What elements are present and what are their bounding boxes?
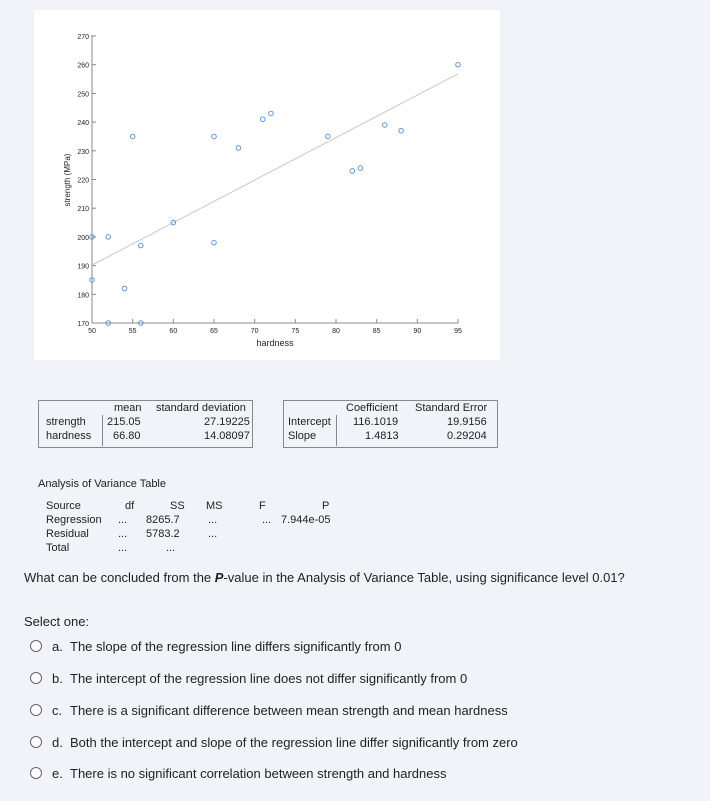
hardness-sd: 14.08097	[204, 430, 250, 442]
x-tick-label: 50	[88, 328, 96, 335]
y-tick-label: 240	[77, 120, 89, 128]
option-d[interactable]	[30, 731, 518, 753]
row-intercept-label: Intercept	[288, 416, 331, 428]
row-strength-label: strength	[46, 416, 86, 428]
summary-table	[38, 400, 253, 448]
select-one-label: Select one:	[24, 614, 90, 629]
strength-mean: 215.05	[107, 416, 141, 428]
y-tick-label: 200	[77, 234, 89, 242]
slope-se: 0.29204	[447, 430, 487, 442]
x-tick-label: 60	[169, 328, 178, 335]
chart-background	[34, 10, 500, 360]
y-tick-label: 270	[77, 34, 89, 41]
option-e-text: There is no significant correlation between strength and hardness	[70, 765, 447, 781]
anova-header-source: Source	[46, 500, 81, 512]
anova-row-residual: Residual	[46, 528, 89, 540]
anova-header-df: df	[125, 500, 135, 512]
header-mean: mean	[114, 402, 142, 414]
anova-header-ms: MS	[206, 500, 223, 512]
x-tick-label: 95	[454, 328, 462, 335]
option-d-letter: d.	[52, 734, 63, 750]
intercept-coef: 116.1019	[353, 416, 399, 428]
option-a-letter: a.	[52, 638, 63, 654]
regression-p: 7.944e-05	[281, 514, 331, 526]
option-e[interactable]	[30, 762, 447, 784]
coefficient-table	[283, 400, 498, 448]
anova-row-regression: Regression	[46, 514, 102, 526]
total-ss: ...	[166, 542, 176, 554]
residual-ss: 5783.2	[146, 528, 180, 540]
option-d-text: Both the intercept and slope of the regression line differ significantly from zero	[70, 734, 518, 750]
option-a[interactable]	[30, 635, 401, 657]
question-after: -value in the Analysis of Variance Table, using significance level 0.01?	[223, 570, 625, 585]
strength-sd: 27.19225	[204, 416, 250, 428]
y-axis-label: strength (MPa)	[63, 153, 72, 207]
anova-header-p: P	[322, 500, 330, 512]
regression-df: ...	[118, 514, 128, 526]
row-hardness-label: hardness	[46, 430, 92, 442]
y-tick-label: 210	[77, 206, 89, 214]
y-tick-label: 250	[77, 91, 89, 99]
intercept-se: 19.9156	[447, 416, 487, 428]
y-tick-label: 260	[77, 62, 89, 70]
radio-b[interactable]	[30, 672, 42, 684]
option-c-letter: c.	[52, 702, 63, 718]
y-tick-label: 190	[77, 263, 89, 271]
x-tick-label: 80	[332, 328, 340, 335]
y-tick-label: 230	[77, 148, 89, 156]
header-coefficient: Coefficient	[346, 402, 398, 414]
anova-header-f: F	[259, 500, 266, 512]
residual-df: ...	[118, 528, 128, 540]
residual-ms: ...	[208, 528, 218, 540]
x-tick-label: 85	[372, 328, 381, 335]
option-a-text: The slope of the regression line differs significantly from 0	[70, 638, 402, 654]
option-e-letter: e.	[52, 765, 63, 781]
radio-d[interactable]	[30, 736, 42, 748]
option-b-letter: b.	[52, 670, 63, 686]
total-df: ...	[118, 542, 128, 554]
option-c[interactable]	[30, 699, 508, 721]
y-tick-label: 180	[77, 292, 89, 300]
x-tick-label: 75	[291, 328, 300, 335]
question-before: What can be concluded from the	[24, 570, 215, 585]
anova-header-ss: SS	[170, 500, 185, 512]
x-axis-label: hardness	[256, 338, 294, 348]
anova-title: Analysis of Variance Table	[38, 478, 166, 490]
y-tick-label: 170	[77, 321, 89, 328]
x-tick-label: 55	[128, 328, 137, 335]
radio-c[interactable]	[30, 704, 42, 716]
regression-f: ...	[262, 514, 272, 526]
question-bold: P	[214, 570, 224, 585]
question-text	[24, 570, 625, 585]
anova-table	[38, 478, 358, 558]
x-tick-label: 65	[210, 328, 218, 335]
regression-ss: 8265.7	[146, 514, 180, 526]
x-tick-label: 70	[250, 328, 259, 335]
radio-e[interactable]	[30, 767, 42, 779]
y-tick-label: 220	[77, 177, 89, 185]
header-std: standard deviation	[156, 402, 246, 414]
hardness-mean: 66.80	[113, 430, 141, 442]
slope-coef: 1.4813	[365, 430, 399, 442]
regression-ms: ...	[208, 514, 218, 526]
radio-a[interactable]	[30, 640, 42, 652]
header-standard-error: Standard Error	[415, 402, 488, 414]
option-c-text: There is a significant difference between mean strength and mean hardness	[70, 702, 508, 718]
x-tick-label: 90	[413, 328, 422, 335]
option-b-text: The intercept of the regression line does not differ significantly from 0	[70, 670, 468, 686]
option-b[interactable]	[30, 667, 467, 689]
anova-row-total: Total	[46, 542, 70, 554]
row-slope-label: Slope	[288, 430, 317, 442]
